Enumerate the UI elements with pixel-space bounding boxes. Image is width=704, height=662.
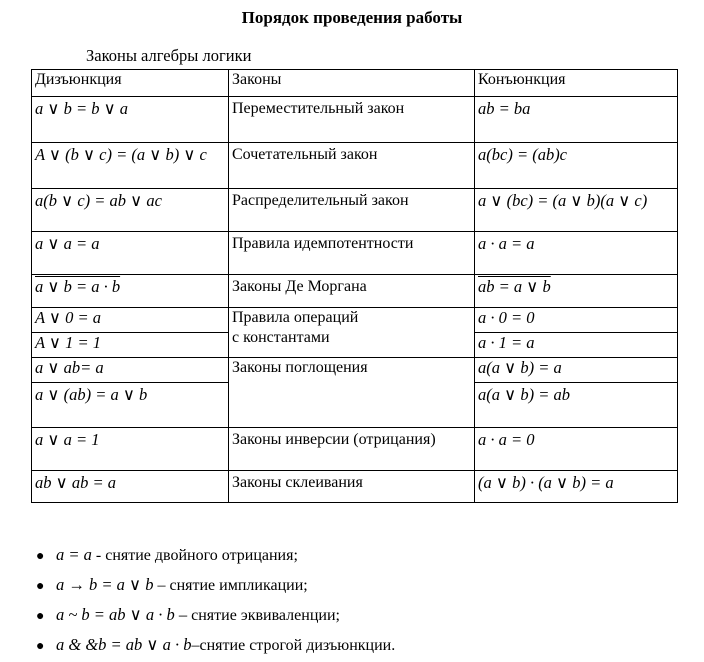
disjunction-cell: A ∨ 1 = 1 (32, 333, 229, 358)
law-cell: Сочетательный закон (229, 143, 475, 189)
list-item (36, 600, 395, 630)
list-item (36, 630, 395, 660)
de-morgan-conjunction: ab = a ∨ b (478, 277, 551, 296)
header-row (32, 70, 678, 97)
bullet-marker: ● (36, 609, 45, 624)
conjunction-cell: a · 0 = 0 (475, 308, 678, 333)
disjunction-cell: a ∨ (ab) = a ∨ b (32, 383, 229, 428)
bullet-marker: ● (36, 639, 45, 654)
bullet-text: снятие эквиваленции; (187, 607, 340, 624)
law-cell: Переместительный закон (229, 97, 475, 143)
table-row (32, 358, 678, 383)
disjunction-cell: a ∨ a = a (32, 232, 229, 275)
disjunction-cell: A ∨ 0 = a (32, 308, 229, 333)
table-row (32, 97, 678, 143)
disjunction-cell: a(b ∨ c) = ab ∨ ac (32, 189, 229, 232)
law-cell: Законы Де Моргана (229, 275, 475, 308)
table-row (32, 275, 678, 308)
conjunction-cell: a · 1 = a (475, 333, 678, 358)
conjunction-cell: a · a = 0 (475, 428, 678, 471)
disjunction-cell: a ∨ b = b ∨ a (32, 97, 229, 143)
formula: a → b = a ∨ b (56, 575, 154, 594)
table-caption: Законы алгебры логики (86, 46, 252, 65)
table-row (32, 308, 678, 333)
disjunction-cell (32, 275, 229, 308)
conjunction-cell: ab = ba (475, 97, 678, 143)
conjunction-cell: (a ∨ b) · (a ∨ b) = a (475, 471, 678, 503)
formula: a = a (56, 545, 92, 564)
bullet-text: – снятие импликации; (153, 577, 308, 594)
law-line: с константами (232, 329, 330, 346)
conjunction-cell: a(bc) = (ab)c (475, 143, 678, 189)
law-cell: Законы склеивания (229, 471, 475, 503)
table-row (32, 232, 678, 275)
conjunction-cell: a(a ∨ b) = a (475, 358, 678, 383)
bullet-marker: ● (36, 549, 45, 564)
law-line: Правила операций (232, 309, 359, 326)
bullet-text: - снятие двойного отрицания; (91, 547, 298, 564)
conjunction-cell: a · a = a (475, 232, 678, 275)
law-cell: Законы инверсии (отрицания) (229, 428, 475, 471)
conjunction-cell: a(a ∨ b) = ab (475, 383, 678, 428)
disjunction-cell: a ∨ a = 1 (32, 428, 229, 471)
list-item (36, 570, 395, 600)
disjunction-cell: A ∨ (b ∨ c) = (a ∨ b) ∨ c (32, 143, 229, 189)
table-row (32, 428, 678, 471)
law-cell: Правила идемпотентности (229, 232, 475, 275)
list-item (36, 540, 395, 570)
table-row (32, 189, 678, 232)
disjunction-cell: ab ∨ ab = a (32, 471, 229, 503)
header-conjunction: Конъюнкция (475, 70, 678, 97)
disjunction-cell: a ∨ ab= a (32, 358, 229, 383)
header-disjunction: Дизъюнкция (32, 70, 229, 97)
law-cell: Распределительный закон (229, 189, 475, 232)
conjunction-cell (475, 275, 678, 308)
bullet-text: –снятие строгой дизъюнкции. (191, 637, 396, 654)
formula: a & &b = ab ∨ a · b (56, 635, 192, 654)
law-cell: Законы поглощения (229, 358, 475, 428)
bullet-marker: ● (36, 579, 45, 594)
formula: a ~ b = ab ∨ a · b – (56, 605, 188, 624)
header-laws: Законы (229, 70, 475, 97)
conjunction-cell: a ∨ (bc) = (a ∨ b)(a ∨ c) (475, 189, 678, 232)
table-row (32, 471, 678, 503)
bullet-list (36, 540, 395, 660)
page-title: Порядок проведения работы (241, 8, 463, 27)
de-morgan-disjunction: a ∨ b = a · b (35, 277, 121, 296)
law-cell (229, 308, 475, 358)
table-row (32, 143, 678, 189)
logic-laws-table (31, 69, 678, 503)
